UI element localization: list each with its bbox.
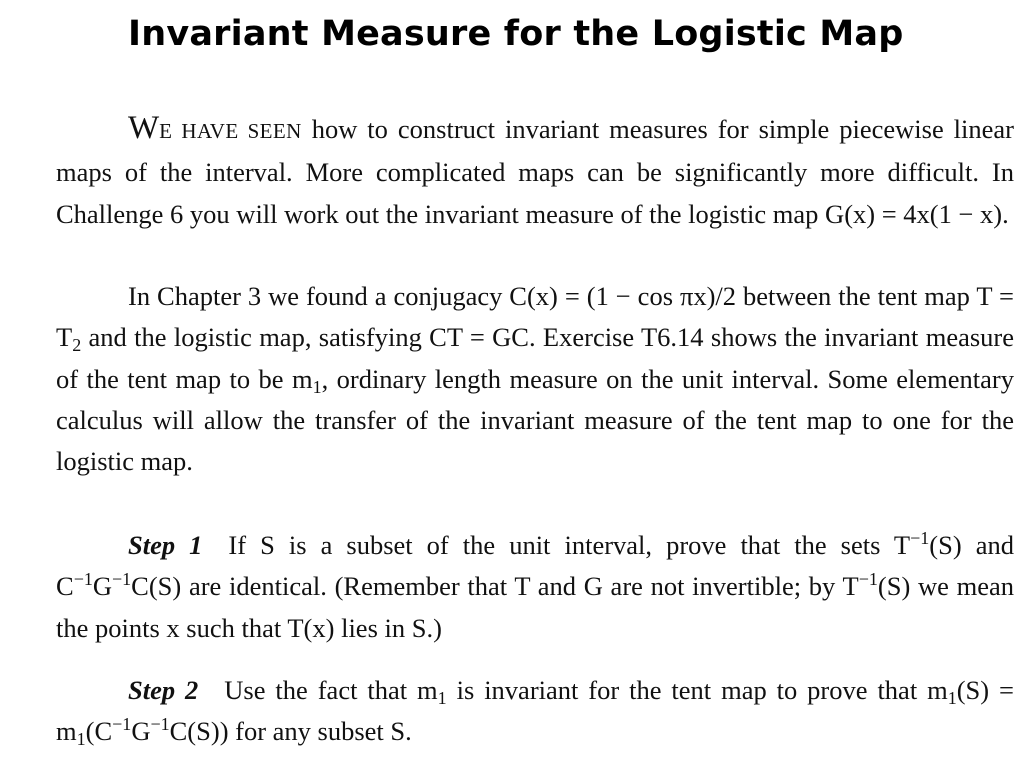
- step-1: [56, 525, 1014, 649]
- subscript-1: 1: [76, 729, 86, 750]
- superscript-inverse: −1: [112, 569, 132, 590]
- step-2-text-f: C(S)) for any subset S.: [169, 716, 412, 747]
- step-2-text-d: (C: [85, 716, 113, 747]
- step-1-text-c: G: [92, 571, 112, 602]
- step-2-text-c: (S) = m: [56, 675, 1014, 747]
- small-caps-lead: E HAVE SEEN: [159, 119, 302, 143]
- step-2-text-b: is invariant for the tent map to prove that m: [446, 675, 948, 705]
- step-2-text-a: Use the fact that m: [224, 675, 438, 705]
- superscript-inverse: −1: [910, 528, 930, 549]
- step-1-text-a: If S is a subset of the unit interval, prove that the sets T: [228, 530, 911, 560]
- step-1-label: Step 1: [128, 530, 203, 560]
- step-1-text-e: (S) we mean the points x such that T(x) lies in S.): [56, 571, 1014, 643]
- page-title: Invariant Measure for the Logistic Map: [128, 14, 904, 54]
- conjugacy-text-c: , ordinary length measure on the unit interval. Some elementary calculus will allow the transfer of the invariant measure of the tent map to one for the logistic map.: [56, 363, 1014, 477]
- step-2: [56, 670, 1014, 753]
- superscript-inverse: −1: [112, 714, 132, 735]
- conjugacy-text-a: In Chapter 3 we found a conjugacy C(x) = (1 − cos πx)/2 between the tent map T = T: [56, 281, 1014, 353]
- step-1-text-d: C(S) are identical. (Remember that T and G are not invertible; by T: [131, 571, 859, 602]
- subscript-1: 1: [947, 688, 957, 709]
- conjugacy-paragraph: [56, 276, 1014, 482]
- step-2-label: Step 2: [128, 675, 199, 705]
- subscript-1: 1: [437, 688, 447, 709]
- superscript-inverse: −1: [73, 569, 93, 590]
- step-2-text-e: G: [131, 716, 151, 747]
- intro-paragraph: [56, 108, 1014, 235]
- superscript-inverse: −1: [150, 714, 170, 735]
- drop-cap: W: [128, 110, 160, 146]
- subscript-2: 2: [72, 335, 82, 356]
- superscript-inverse: −1: [858, 569, 878, 590]
- step-1-text-b: (S) and C: [56, 530, 1014, 602]
- conjugacy-text-b: and the logistic map, satisfying CT = GC. Exercise T6.14 shows the invariant measure of the tent map to be m: [56, 322, 1014, 394]
- subscript-1: 1: [312, 376, 322, 397]
- intro-text: how to construct invariant measures for simple piecewise linear maps of the interval. More complicated maps can be significantly more difficult. In Challenge 6 you will work out the invariant measure of the logistic map G(x) = 4x(1 − x).: [56, 114, 1015, 229]
